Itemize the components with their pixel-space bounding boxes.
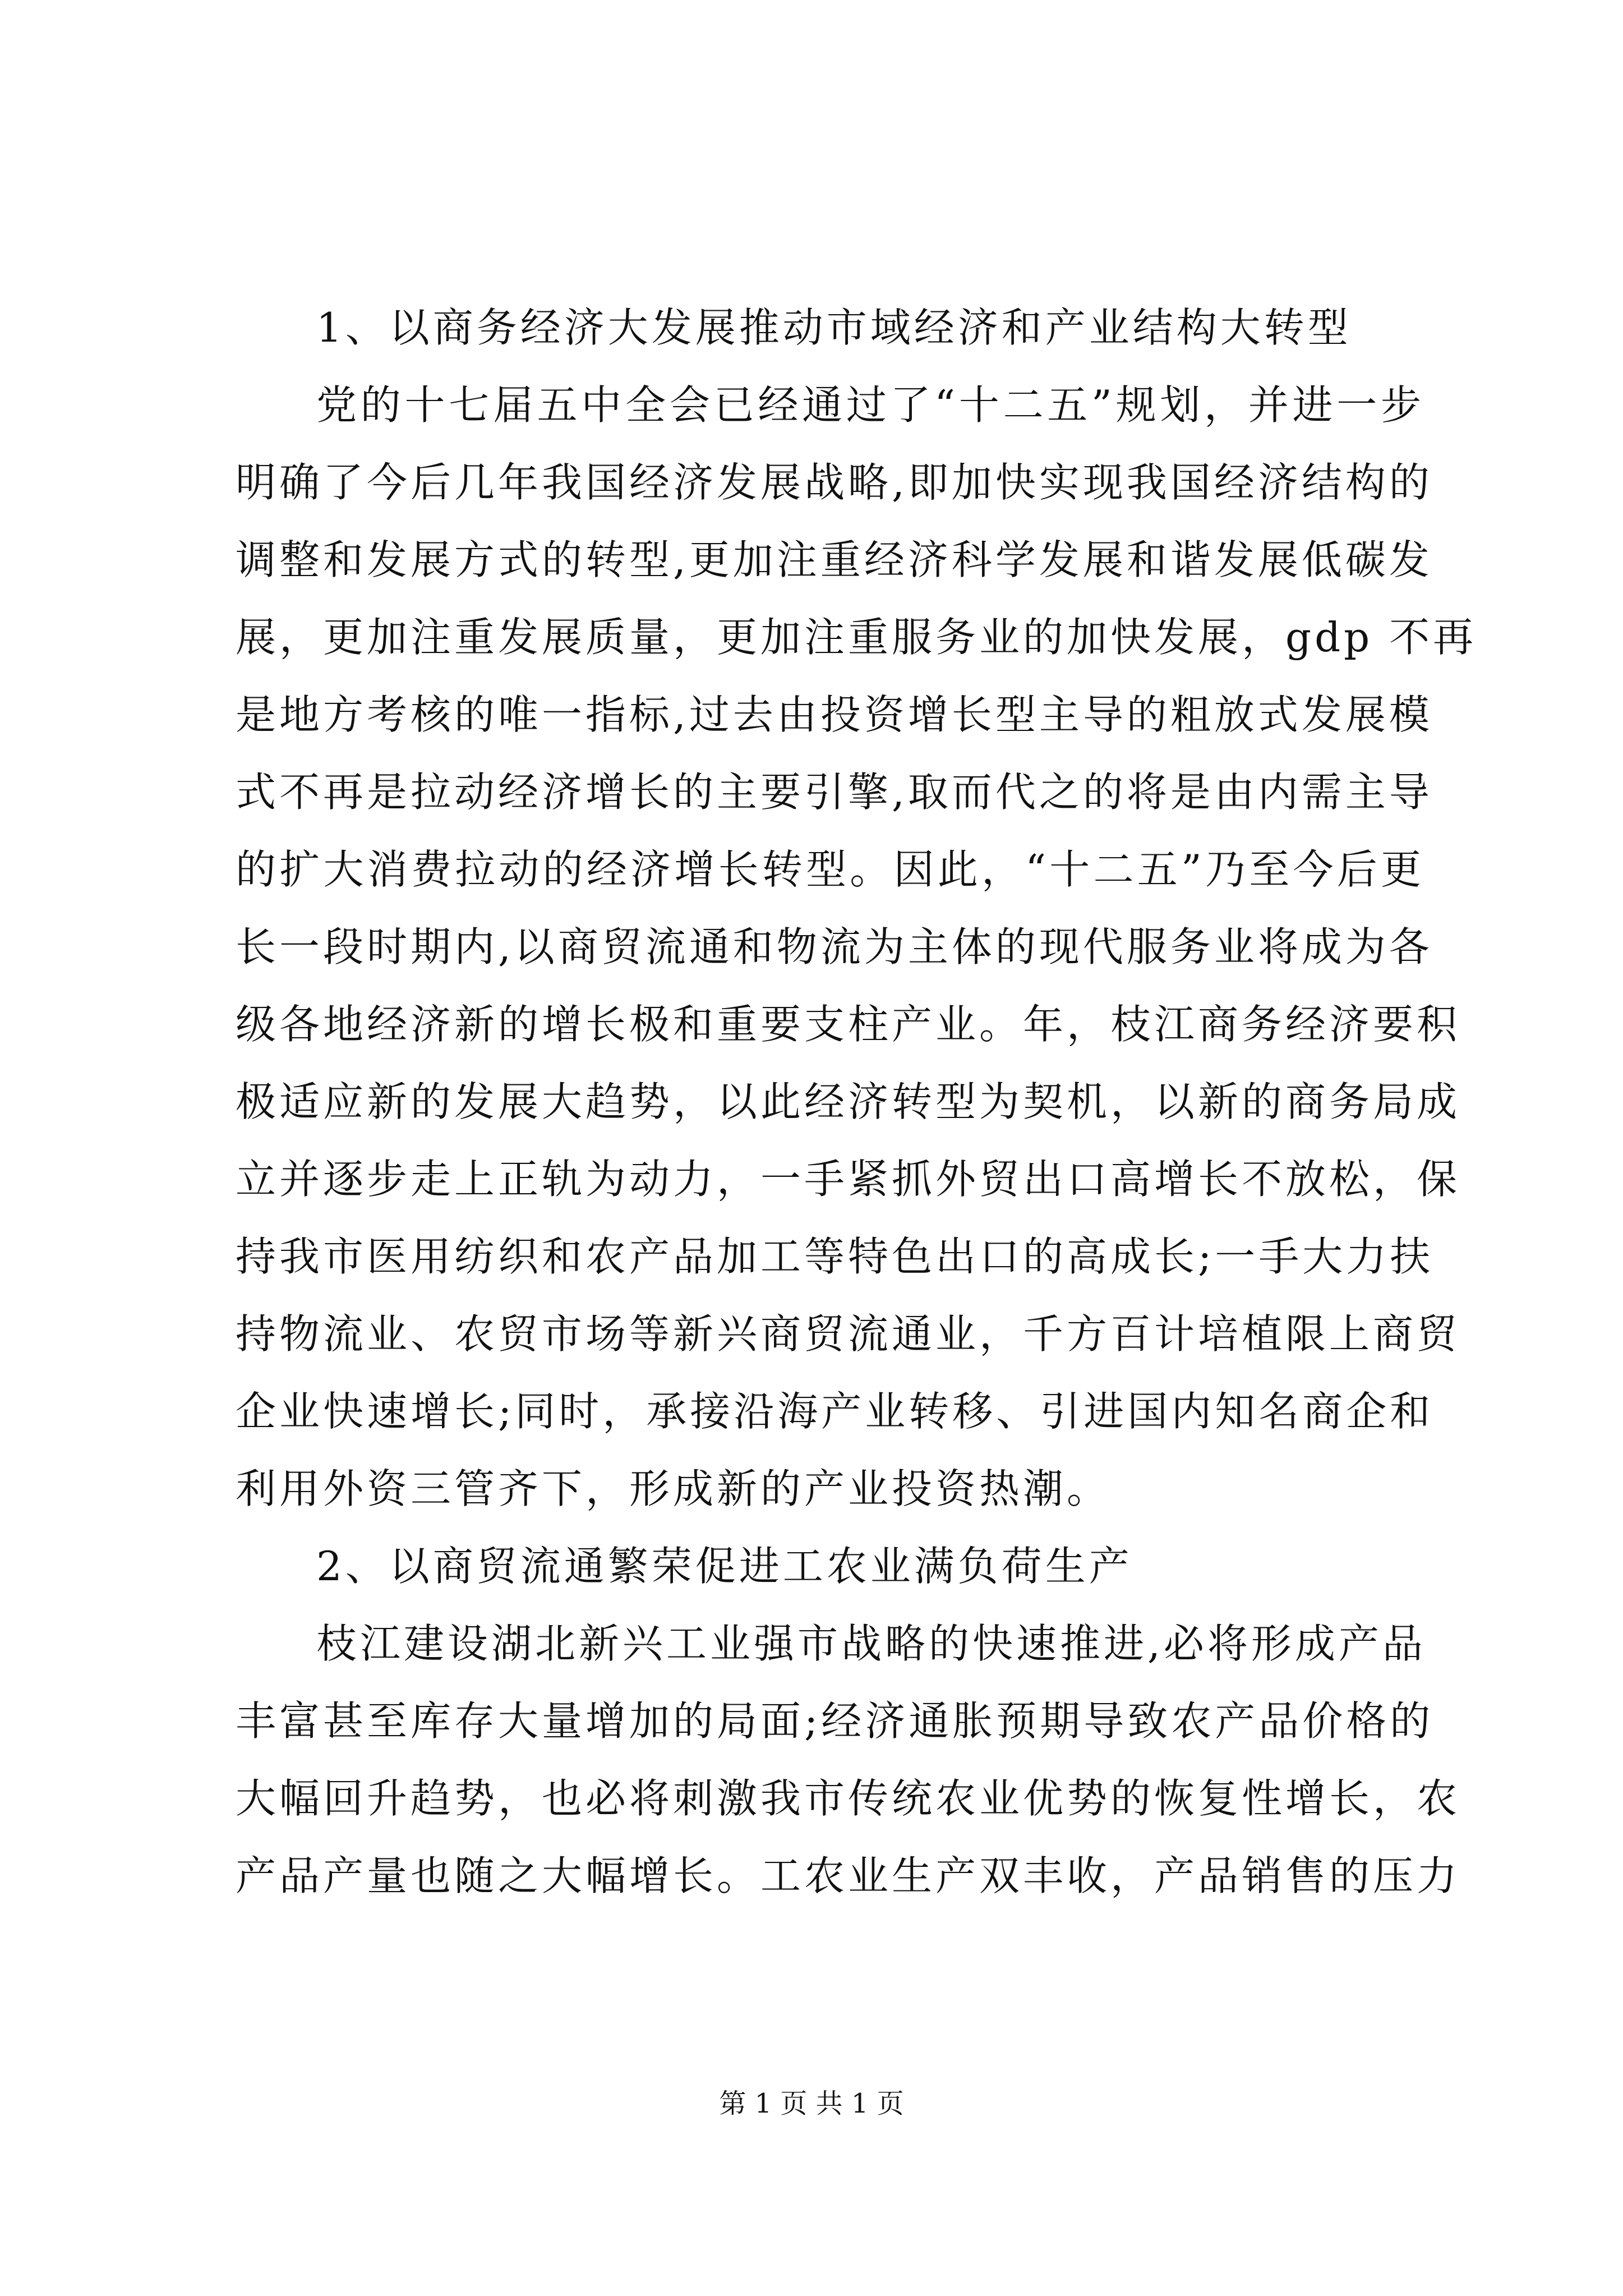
paragraph-line: 是地方考核的唯一指标,过去由投资增长型主导的粗放式发展模 [236, 691, 1433, 738]
paragraph-line: 党的十七届五中全会已经通过了“十二五”规划，并进一步 [316, 381, 1424, 429]
paragraph-line: 极适应新的发展大趋势，以此经济转型为契机，以新的商务局成 [236, 1078, 1461, 1125]
paragraph-line: 长一段时期内,以商贸流通和物流为主体的现代服务业将成为各 [236, 923, 1433, 970]
section-heading-2: 2、以商贸流通繁荣促进工农业满负荷生产 [316, 1543, 1133, 1590]
paragraph-line: 持物流业、农贸市场等新兴商贸流通业，千方百计培植限上商贸 [236, 1310, 1461, 1358]
section-heading-1: 1、以商务经济大发展推动市域经济和产业结构大转型 [316, 304, 1352, 351]
paragraph-line: 调整和发展方式的转型,更加注重经济科学发展和谐发展低碳发 [236, 536, 1433, 583]
paragraph-line: 枝江建设湖北新兴工业强市战略的快速推进,必将形成产品 [316, 1620, 1426, 1667]
paragraph-line: 明确了今后几年我国经济发展战略,即加快实现我国经济结构的 [236, 459, 1433, 506]
paragraph-line: 产品产量也随之大幅增长。工农业生产双丰收，产品销售的压力 [236, 1852, 1461, 1899]
paragraph-line: 企业快速增长;同时，承接沿海产业转移、引进国内知名商企和 [236, 1388, 1434, 1435]
paragraph-line: 的扩大消费拉动的经济增长转型。因此，“十二五”乃至今后更 [236, 846, 1424, 893]
paragraph-line: 持我市医用纺织和农产品加工等特色出口的高成长;一手大力扶 [236, 1233, 1434, 1280]
paragraph-line: 丰富甚至库存大量增加的局面;经济通胀预期导致农产品价格的 [236, 1697, 1434, 1745]
paragraph-line: 式不再是拉动经济增长的主要引擎,取而代之的将是由内需主导 [236, 769, 1433, 816]
document-body [236, 289, 1477, 1915]
paragraph-line: 大幅回升趋势，也必将刺激我市传统农业优势的恢复性增长，农 [236, 1775, 1461, 1822]
paragraph-line: 立并逐步走上正轨为动力，一手紧抓外贸出口高增长不放松，保 [236, 1156, 1461, 1203]
paragraph-line: 级各地经济新的增长极和重要支柱产业。年，枝江商务经济要积 [236, 1001, 1461, 1048]
paragraph-line: 利用外资三管齐下，形成新的产业投资热潮。 [236, 1465, 1111, 1512]
paragraph-line: 展，更加注重发展质量，更加注重服务业的加快发展，gdp 不再 [236, 614, 1477, 661]
page-footer: 第 1 页 共 1 页 [719, 2088, 904, 2119]
